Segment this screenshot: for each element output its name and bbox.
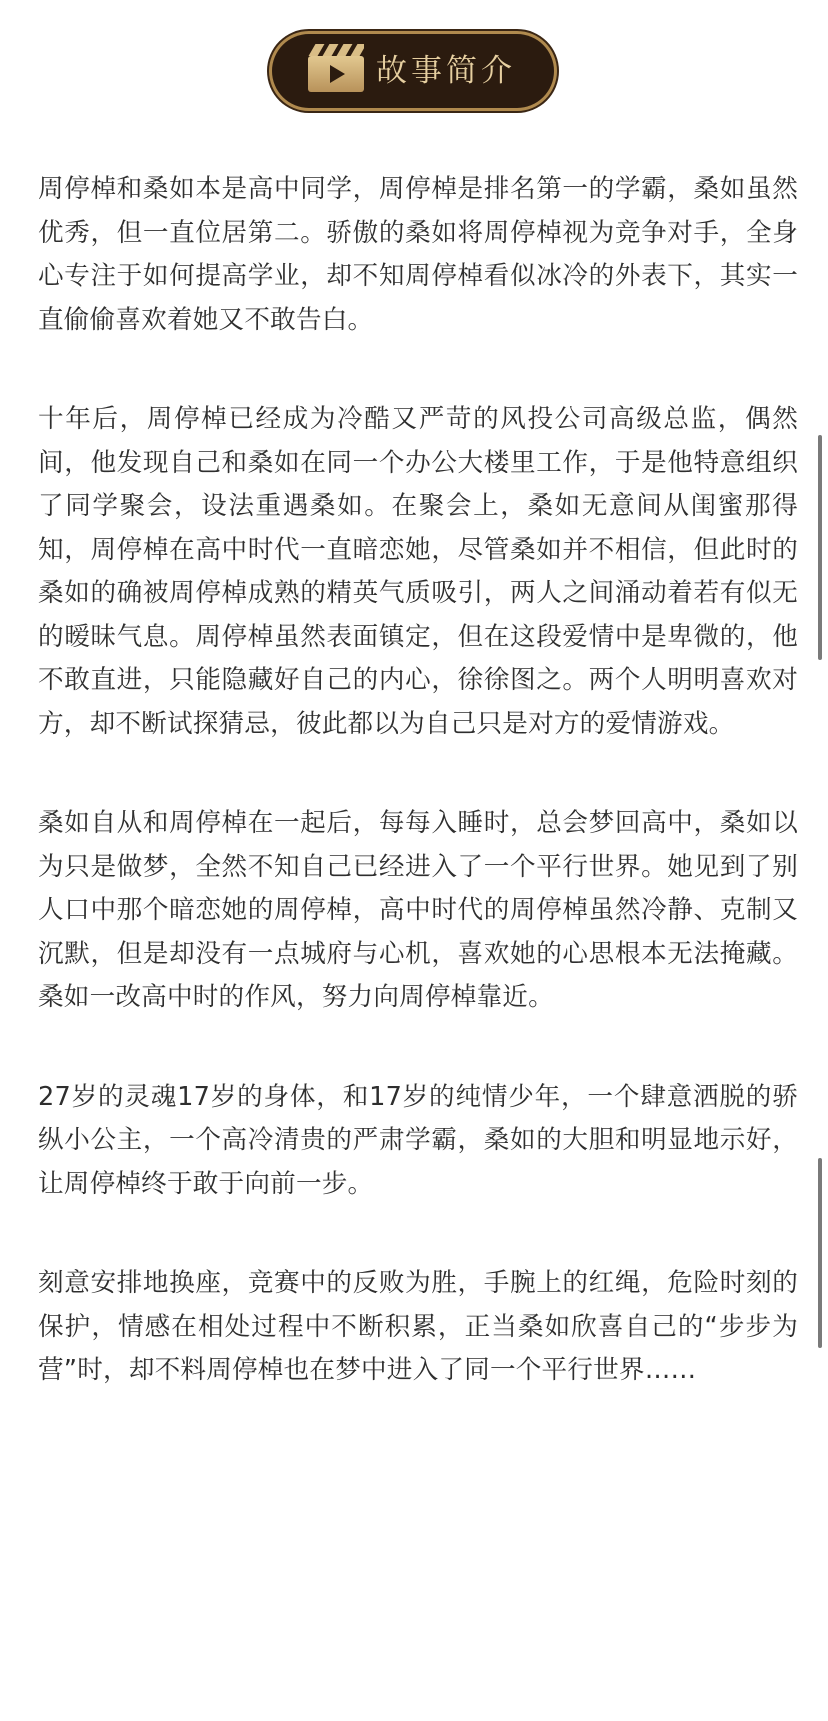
scrollbar-thumb-lower[interactable] — [818, 1158, 822, 1348]
scrollbar-thumb-upper[interactable] — [818, 435, 822, 660]
section-title: 故事简介 — [376, 53, 516, 89]
film-play-icon — [308, 56, 364, 92]
story-synopsis — [38, 168, 798, 1449]
synopsis-paragraph-5: 刻意安排地换座，竞赛中的反败为胜，手腕上的红绳，危险时刻的保护，情感在相处过程中不断积累，正当桑如欣喜自己的“步步为营”时，却不料周停棹也在梦中进入了同一个平行世界…… — [38, 1268, 798, 1385]
synopsis-paragraph-1: 周停棹和桑如本是高中同学，周停棹是排名第一的学霸，桑如虽然优秀，但一直位居第二。骄傲的桑如将周停棹视为竞争对手，全身心专注于如何提高学业，却不知周停棹看似冰冷的外表下，其实一直偷偷喜欢着她又不敢告白。 — [38, 174, 798, 335]
film-clapper-icon — [308, 44, 364, 56]
synopsis-paragraph-4: 27岁的灵魂17岁的身体，和17岁的纯情少年，一个肆意洒脱的骄纵小公主，一个高冷清贵的严肃学霸，桑如的大胆和明显地示好，让周停棹终于敢于向前一步。 — [38, 1081, 798, 1199]
synopsis-paragraph-3: 桑如自从和周停棹在一起后，每每入睡时，总会梦回高中，桑如以为只是做梦，全然不知自己已经进入了一个平行世界。她见到了别人口中那个暗恋她的周停棹，高中时代的周停棹虽然冷静、克制又沉默，但是却没有一点城府与心机，喜欢她的心思根本无法掩藏。桑如一改高中时的作风，努力向周停棹靠近。 — [38, 808, 798, 1012]
section-header-badge — [272, 34, 554, 108]
synopsis-paragraph-2: 十年后，周停棹已经成为冷酷又严苛的风投公司高级总监，偶然间，他发现自己和桑如在同一个办公大楼里工作，于是他特意组织了同学聚会，设法重遇桑如。在聚会上，桑如无意间从闺蜜那得知，周停棹在高中时代一直暗恋她，尽管桑如并不相信，但此时的桑如的确被周停棹成熟的精英气质吸引，两人之间涌动着若有似无的暧昧气息。周停棹虽然表面镇定，但在这段爱情中是卑微的，他不敢直进，只能隐藏好自己的内心，徐徐图之。两个人明明喜欢对方，却不断试探猜忌，彼此都以为自己只是对方的爱情游戏。 — [38, 404, 798, 739]
